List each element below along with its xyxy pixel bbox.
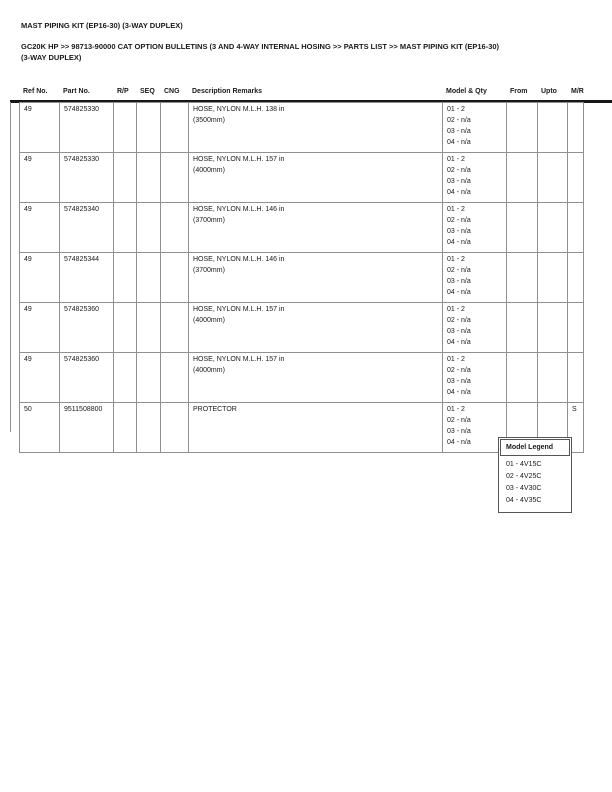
model-qty-line: 03 - n/a bbox=[447, 278, 471, 285]
description-line-1: PROTECTOR bbox=[193, 406, 237, 413]
seq-cell bbox=[137, 153, 161, 203]
cng-cell bbox=[161, 203, 189, 253]
upto-cell bbox=[538, 303, 568, 353]
model-qty-cell bbox=[443, 203, 507, 253]
part-no-cell: 9511508800 bbox=[60, 403, 114, 453]
description-cell bbox=[189, 403, 443, 453]
breadcrumb bbox=[21, 41, 599, 63]
legend-item: 03 - 4V30C bbox=[506, 485, 542, 492]
header-upto: Upto bbox=[541, 88, 557, 95]
model-qty-line: 02 - n/a bbox=[447, 417, 471, 424]
from-cell bbox=[507, 203, 538, 253]
part-no-cell: 574825340 bbox=[60, 203, 114, 253]
model-qty-line: 04 - n/a bbox=[447, 239, 471, 246]
cng-cell bbox=[161, 303, 189, 353]
model-qty-line: 01 - 2 bbox=[447, 156, 465, 163]
model-qty-line: 02 - n/a bbox=[447, 217, 471, 224]
model-qty-cell bbox=[443, 353, 507, 403]
description-line-1: HOSE, NYLON M.L.H. 157 in bbox=[193, 306, 285, 313]
description-line-1: HOSE, NYLON M.L.H. 146 in bbox=[193, 206, 285, 213]
model-qty-cell bbox=[443, 103, 507, 153]
ref-no-cell: 49 bbox=[20, 253, 60, 303]
model-qty-line: 01 - 2 bbox=[447, 106, 465, 113]
model-qty-line: 03 - n/a bbox=[447, 228, 471, 235]
ref-no-cell: 49 bbox=[20, 203, 60, 253]
description-cell bbox=[189, 203, 443, 253]
model-legend-box bbox=[498, 437, 572, 513]
cng-cell bbox=[161, 403, 189, 453]
part-no-cell: 574825360 bbox=[60, 303, 114, 353]
model-qty-line: 03 - n/a bbox=[447, 128, 471, 135]
from-cell bbox=[507, 103, 538, 153]
model-qty-line: 02 - n/a bbox=[447, 117, 471, 124]
model-qty-line: 03 - n/a bbox=[447, 328, 471, 335]
rp-cell bbox=[114, 203, 137, 253]
model-qty-line: 04 - n/a bbox=[447, 439, 471, 446]
description-line-2: (3700mm) bbox=[193, 217, 225, 224]
upto-cell bbox=[538, 153, 568, 203]
seq-cell bbox=[137, 303, 161, 353]
cng-cell bbox=[161, 153, 189, 203]
part-no-cell: 574825330 bbox=[60, 153, 114, 203]
model-qty-cell bbox=[443, 403, 507, 453]
description-line-2: (3700mm) bbox=[193, 267, 225, 274]
mr-cell bbox=[568, 253, 584, 303]
upto-cell bbox=[538, 203, 568, 253]
header-from: From bbox=[510, 88, 528, 95]
mr-cell bbox=[568, 303, 584, 353]
part-no-cell: 574825360 bbox=[60, 353, 114, 403]
model-qty-cell bbox=[443, 153, 507, 203]
model-legend-title: Model Legend bbox=[500, 439, 570, 456]
header-description-remarks: Description Remarks bbox=[192, 88, 263, 95]
rp-cell bbox=[114, 303, 137, 353]
model-qty-line: 03 - n/a bbox=[447, 378, 471, 385]
legend-item: 04 - 4V35C bbox=[506, 497, 542, 504]
table-column-headers bbox=[19, 87, 583, 97]
cng-cell bbox=[161, 353, 189, 403]
model-qty-line: 01 - 2 bbox=[447, 256, 465, 263]
ref-no-cell: 49 bbox=[20, 303, 60, 353]
description-cell bbox=[189, 153, 443, 203]
model-qty-line: 04 - n/a bbox=[447, 339, 471, 346]
model-legend-items bbox=[500, 456, 570, 511]
model-qty-line: 02 - n/a bbox=[447, 367, 471, 374]
table-row bbox=[20, 103, 584, 153]
ref-no-cell: 49 bbox=[20, 153, 60, 203]
description-line-1: HOSE, NYLON M.L.H. 157 in bbox=[193, 356, 285, 363]
mr-cell bbox=[568, 103, 584, 153]
description-line-2: (3500mm) bbox=[193, 117, 225, 124]
header-cng: CNG bbox=[164, 88, 180, 95]
description-cell bbox=[189, 253, 443, 303]
description-line-1: HOSE, NYLON M.L.H. 157 in bbox=[193, 156, 285, 163]
part-no-cell: 574825344 bbox=[60, 253, 114, 303]
cng-cell bbox=[161, 103, 189, 153]
header-model-qty: Model & Qty bbox=[446, 88, 487, 95]
left-margin-line bbox=[10, 102, 11, 432]
description-cell bbox=[189, 103, 443, 153]
cng-cell bbox=[161, 253, 189, 303]
ref-no-cell: 49 bbox=[20, 353, 60, 403]
header-mr: M/R bbox=[571, 88, 584, 95]
from-cell bbox=[507, 353, 538, 403]
description-cell bbox=[189, 353, 443, 403]
model-qty-line: 02 - n/a bbox=[447, 167, 471, 174]
model-qty-cell bbox=[443, 253, 507, 303]
seq-cell bbox=[137, 403, 161, 453]
from-cell bbox=[507, 303, 538, 353]
model-qty-line: 04 - n/a bbox=[447, 189, 471, 196]
model-qty-line: 01 - 2 bbox=[447, 406, 465, 413]
parts-table bbox=[19, 102, 584, 453]
table-row bbox=[20, 153, 584, 203]
rp-cell bbox=[114, 253, 137, 303]
header-part-no: Part No. bbox=[63, 88, 90, 95]
model-qty-line: 04 - n/a bbox=[447, 389, 471, 396]
header-rp: R/P bbox=[117, 88, 129, 95]
header-ref-no: Ref No. bbox=[23, 88, 48, 95]
model-qty-line: 02 - n/a bbox=[447, 317, 471, 324]
model-qty-line: 03 - n/a bbox=[447, 428, 471, 435]
description-line-1: HOSE, NYLON M.L.H. 138 in bbox=[193, 106, 285, 113]
mr-cell bbox=[568, 153, 584, 203]
legend-item: 02 - 4V25C bbox=[506, 473, 542, 480]
table-row bbox=[20, 303, 584, 353]
description-cell bbox=[189, 303, 443, 353]
breadcrumb-line-2: (3-WAY DUPLEX) bbox=[21, 53, 82, 62]
ref-no-cell: 49 bbox=[20, 103, 60, 153]
model-qty-line: 04 - n/a bbox=[447, 139, 471, 146]
mr-cell bbox=[568, 203, 584, 253]
rp-cell bbox=[114, 403, 137, 453]
description-line-2: (4000mm) bbox=[193, 167, 225, 174]
ref-no-cell: 50 bbox=[20, 403, 60, 453]
seq-cell bbox=[137, 353, 161, 403]
table-row bbox=[20, 253, 584, 303]
seq-cell bbox=[137, 103, 161, 153]
description-line-2: (4000mm) bbox=[193, 367, 225, 374]
upto-cell bbox=[538, 253, 568, 303]
model-qty-line: 03 - n/a bbox=[447, 178, 471, 185]
rp-cell bbox=[114, 353, 137, 403]
model-qty-line: 04 - n/a bbox=[447, 289, 471, 296]
description-line-2: (4000mm) bbox=[193, 317, 225, 324]
breadcrumb-line-1: GC20K HP >> 98713-90000 CAT OPTION BULLETINS (3 AND 4-WAY INTERNAL HOSING >> PARTS LIST >> MAST PIPING KIT (EP16-30) bbox=[21, 42, 500, 51]
upto-cell bbox=[538, 103, 568, 153]
model-qty-line: 02 - n/a bbox=[447, 267, 471, 274]
rp-cell bbox=[114, 153, 137, 203]
description-line-1: HOSE, NYLON M.L.H. 146 in bbox=[193, 256, 285, 263]
legend-item: 01 - 4V15C bbox=[506, 461, 542, 468]
mr-cell bbox=[568, 353, 584, 403]
model-qty-line: 01 - 2 bbox=[447, 356, 465, 363]
header-seq: SEQ bbox=[140, 88, 155, 95]
from-cell bbox=[507, 153, 538, 203]
rp-cell bbox=[114, 103, 137, 153]
table-row bbox=[20, 353, 584, 403]
upto-cell bbox=[538, 353, 568, 403]
model-qty-line: 01 - 2 bbox=[447, 206, 465, 213]
from-cell bbox=[507, 253, 538, 303]
model-qty-line: 01 - 2 bbox=[447, 306, 465, 313]
seq-cell bbox=[137, 203, 161, 253]
mr-cell: S bbox=[568, 403, 584, 453]
table-row bbox=[20, 203, 584, 253]
page-title: MAST PIPING KIT (EP16-30) (3-WAY DUPLEX) bbox=[21, 21, 183, 30]
part-no-cell: 574825330 bbox=[60, 103, 114, 153]
model-qty-cell bbox=[443, 303, 507, 353]
seq-cell bbox=[137, 253, 161, 303]
